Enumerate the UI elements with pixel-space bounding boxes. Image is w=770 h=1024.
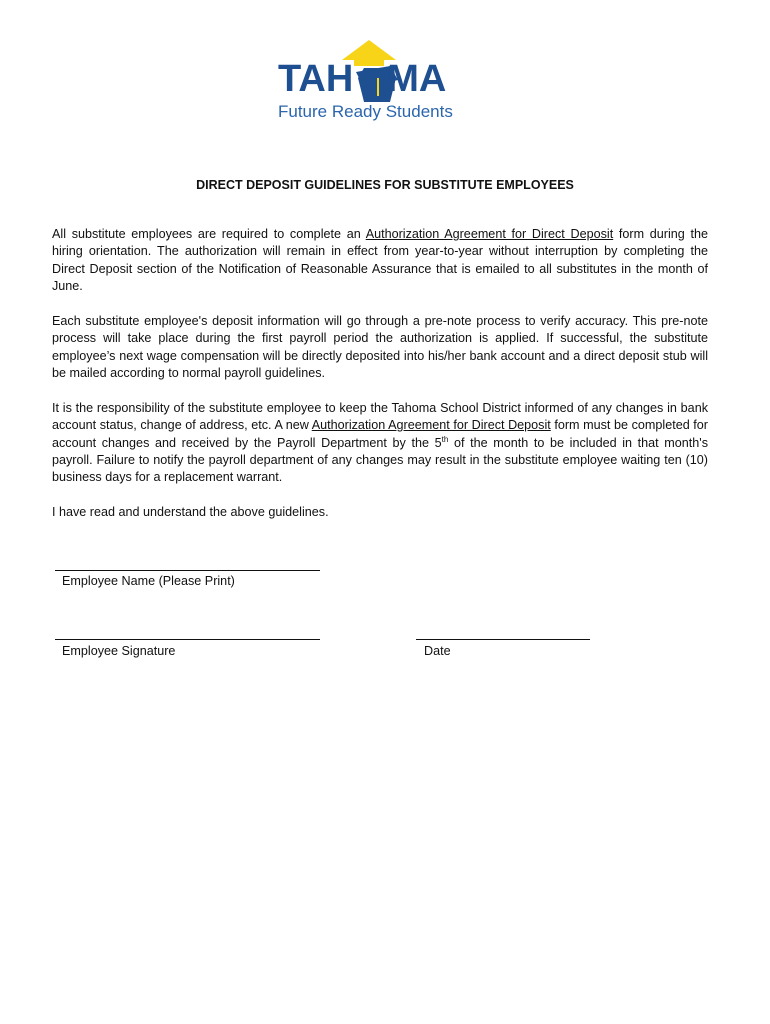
employee-name-line[interactable] bbox=[55, 570, 320, 571]
paragraph-3-text-b: form must be completed for account changes and received by the Payroll Department by the 5 bbox=[52, 418, 708, 450]
authorization-agreement-link: Authorization Agreement for Direct Deposit bbox=[311, 418, 551, 433]
logo-tagline: Future Ready Students bbox=[278, 102, 453, 121]
authorization-agreement-link: Authorization Agreement for Direct Deposit bbox=[365, 227, 614, 241]
date-line[interactable] bbox=[416, 639, 590, 640]
employee-name-label: Employee Name (Please Print) bbox=[62, 574, 235, 588]
paragraph-1 bbox=[52, 226, 708, 295]
tahoma-logo bbox=[272, 38, 468, 124]
paragraph-2: Each substitute employee's deposit information will go through a pre-note process to verify accuracy. This pre-note process will take place during the first payroll period the authorization is applied. If successful, the substitute employee’s next wage compensation will be directly deposited into his/her bank account and a direct deposit stub will be mailed according to normal payroll guidelines. bbox=[52, 314, 708, 380]
acknowledgement-text: I have read and understand the above guidelines. bbox=[52, 505, 329, 519]
document-title: DIRECT DEPOSIT GUIDELINES FOR SUBSTITUTE EMPLOYEES bbox=[196, 178, 574, 192]
paragraph-3 bbox=[52, 400, 708, 486]
paragraph-1-text-b: form during the hiring orientation. The authorization will remain in effect from year-to-year without interruption by completing the Direct Deposit section of the Notification of Reasonable Assurance that is emailed to all substitutes in the month of June. bbox=[52, 227, 708, 293]
paragraph-1-text-a: All substitute employees are required to complete an bbox=[52, 227, 366, 241]
logo-wordmark bbox=[278, 58, 446, 101]
superscript-th: th bbox=[441, 434, 449, 444]
logo-word-right: MA bbox=[387, 58, 447, 100]
employee-signature-label: Employee Signature bbox=[62, 644, 176, 658]
employee-signature-line[interactable] bbox=[55, 639, 320, 640]
logo-word-left: TAH bbox=[278, 58, 354, 100]
paragraph-3-text-c: of the month to be included in that month's payroll. Failure to notify the payroll department of any changes may result in the substitute employee waiting ten (10) business days for a replacement warrant. bbox=[52, 435, 709, 485]
date-label: Date bbox=[424, 644, 451, 658]
paragraph-3-text-a: It is the responsibility of the substitute employee to keep the Tahoma School District informed of any changes in bank account status, change of address, etc. A new bbox=[52, 401, 708, 433]
